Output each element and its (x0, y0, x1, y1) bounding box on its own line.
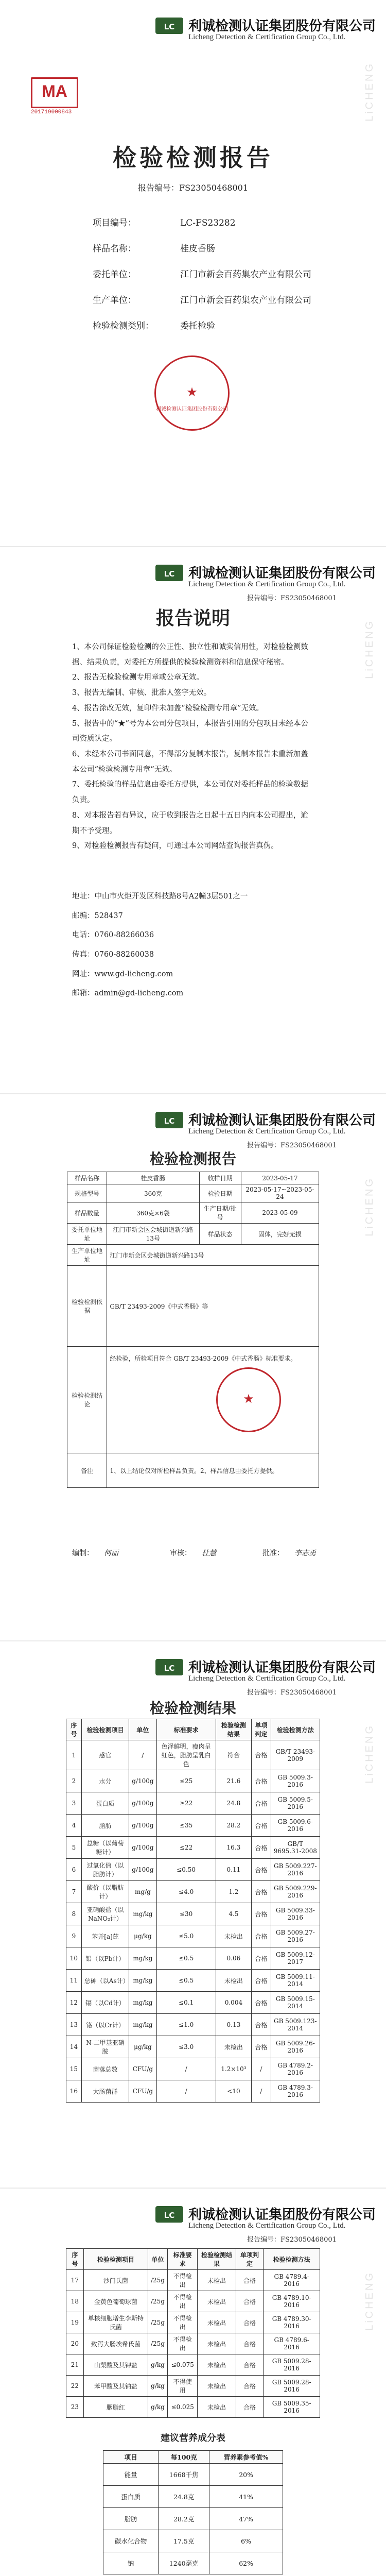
table-cell: 7 (66, 1881, 82, 1903)
table-cell: 8 (66, 1903, 82, 1925)
table-cell: 致泻大肠埃希氏菌 (83, 2333, 148, 2354)
note-item: 5、报告中的“★”号为本公司分包项目，本报告引用的分包项目未经本公司资质认定。 (72, 719, 309, 743)
table-cell: mg/g (129, 1881, 156, 1903)
table-row (66, 1815, 320, 1837)
table-cell: 不得检出 (168, 2270, 198, 2291)
table-row (103, 2552, 283, 2574)
cover-row: 委托单位： 江门市新会百药集农产业有限公司 (93, 269, 311, 280)
table-row (66, 2291, 320, 2312)
table-row (66, 2312, 320, 2333)
table-cell: g/100g (129, 1815, 156, 1837)
svg-text:LC: LC (164, 2211, 175, 2220)
table-cell: CFU/g (129, 2058, 156, 2080)
table-cell: 合格 (236, 2376, 264, 2397)
svg-text:LC: LC (164, 1116, 175, 1126)
table-cell: GB 5009.35-2016 (264, 2397, 320, 2418)
table-cell: 合格 (236, 2397, 264, 2418)
signature-editor: 编制： 何丽 (72, 1549, 118, 1557)
table-cell: μg/kg (129, 1925, 156, 1947)
table-cell: 合格 (252, 1992, 271, 2014)
table-cell: 1668千焦 (159, 2464, 209, 2486)
table-cell: g/100g (129, 1792, 156, 1815)
table-cell: 0.004 (216, 1992, 251, 2014)
table-cell: 28.2克 (159, 2508, 209, 2530)
contact-info (72, 887, 248, 1004)
table-row: 样品数量 360克×6袋 生产日期/批号 2023-05-09 (67, 1202, 319, 1224)
watermark: LiCHENG (364, 2271, 375, 2331)
table-cell: ≤22 (156, 1837, 216, 1859)
table-cell: /25g (148, 2270, 168, 2291)
table-cell: <10 (216, 2080, 251, 2103)
svg-text:LC: LC (164, 569, 175, 579)
cover-row: 检验检测类别： 委托检验 (93, 321, 215, 331)
table-cell: / (156, 2080, 216, 2103)
table-cell: mg/kg (129, 1947, 156, 1970)
table-cell: 0.06 (216, 1947, 251, 1970)
table-cell: ≤0.5 (156, 1970, 216, 1992)
table-cell: ≤30 (156, 1903, 216, 1925)
table-cell: /25g (148, 2333, 168, 2354)
report-no: 报告编号：FS23050468001 (247, 1689, 337, 1697)
table-cell: GB 4789.3-2016 (271, 2080, 320, 2103)
table-row: 检验检测结论 经检验，所检项目符合 GB/T 23493-2009《中式香肠》标准要求。 (67, 1347, 319, 1453)
table-cell: 0.11 (216, 1859, 251, 1881)
note-item: 4、报告涂改无效，复印件未加盖“检验检测专用章”无效。 (72, 704, 264, 713)
table-cell: 总砷（以As计） (81, 1970, 129, 1992)
table-cell: 20% (209, 2464, 283, 2486)
table-cell: 1 (66, 1740, 82, 1770)
table-row (66, 1859, 320, 1881)
table-cell: 未检出 (198, 2270, 236, 2291)
table-cell: 4.5 (216, 1903, 251, 1925)
table-cell: GB 5009.12-2017 (271, 1947, 320, 1970)
table-cell: GB 4789.2-2016 (271, 2058, 320, 2080)
table-cell: 不得检出 (168, 2312, 198, 2333)
table-cell: 1240毫克 (159, 2552, 209, 2574)
table-row (66, 1992, 320, 2014)
table-cell: GB 5009.11-2014 (271, 1970, 320, 1992)
table-cell: 感官 (81, 1740, 129, 1770)
table-row: 委托单位地址 江门市新会区会城街道新兴路13号 样品状态 固体，完好无损 (67, 1224, 319, 1245)
table-cell: 苯甲酸及其钠盐 (83, 2376, 148, 2397)
table-cell: ≥22 (156, 1792, 216, 1815)
table-cell: 4 (66, 1815, 82, 1837)
table-cell: 17 (66, 2270, 84, 2291)
table-cell: 铬（以Cr计） (81, 2014, 129, 2036)
table-cell: /25g (148, 2312, 168, 2333)
table-cell: GB/T 9695.31-2008 (271, 1837, 320, 1859)
table-header-row: 序号 检验检测项目 单位 标准要求 检验检测结果 单项判定 检验检测方法 (66, 2249, 320, 2270)
cma-mark (31, 77, 77, 115)
table-cell: 28.2 (216, 1815, 251, 1837)
table-cell: g/100g (129, 1859, 156, 1881)
table-row: 规格型号 360克 检验日期 2023-05-17~2023-05-24 (67, 1184, 319, 1202)
table-cell: GB 4789.4-2016 (264, 2270, 320, 2291)
table-header-row: 项目 每100克 营养素参考值% (103, 2451, 283, 2464)
results-title: 检验检测结果 (149, 1700, 236, 1717)
table-cell: 不得检出 (168, 2333, 198, 2354)
table-cell: GB 5009.5-2016 (271, 1792, 320, 1815)
table-cell: 合格 (236, 2333, 264, 2354)
note-item: 9、对检验检测报告有疑问，可通过本公司网站查询报告真伪。 (72, 842, 278, 851)
company-logo-icon (154, 2204, 184, 2225)
table-cell: 合格 (252, 1970, 271, 1992)
table-cell: 21 (66, 2354, 84, 2376)
table-cell: 17.5克 (159, 2530, 209, 2552)
table-cell: GB 4789.30-2016 (264, 2312, 320, 2333)
table-header-row: 序号 检验检测项目 单位 标准要求 检验检测结果 单项判定 检验检测方法 (66, 1719, 320, 1740)
company-logo-icon (154, 1110, 184, 1130)
table-cell: GB 5009.28-2016 (264, 2376, 320, 2397)
signature-reviewer: 审核： 杜慧 (170, 1549, 216, 1557)
cover-row: 生产单位： 江门市新会百药集农产业有限公司 (93, 295, 311, 306)
table-cell: 1.2×10³ (216, 2058, 251, 2080)
table-cell: 总糖（以葡萄糖计） (81, 1837, 129, 1859)
signature-approver: 批准： 李志勇 (262, 1549, 316, 1557)
table-cell: 不得使用 (168, 2376, 198, 2397)
table-cell: GB 5009.123-2014 (271, 2014, 320, 2036)
table-cell: GB 4789.10-2016 (264, 2291, 320, 2312)
company-name-cn: 利诚检测认证集团股份有限公司 (188, 566, 376, 581)
results-table-continued (66, 2248, 320, 2418)
table-cell: 合格 (252, 1881, 271, 1903)
table-row (66, 2333, 320, 2354)
summary-table (67, 1172, 319, 1488)
page-summary (0, 1094, 386, 1640)
report-no: 报告编号：FS23050468001 (247, 2236, 337, 2244)
table-cell: 铅（以Pb计） (81, 1947, 129, 1970)
table-cell: 脂肪 (103, 2508, 159, 2530)
table-cell: 62% (209, 2552, 283, 2574)
table-cell: 胭脂红 (83, 2397, 148, 2418)
table-cell: 22 (66, 2376, 84, 2397)
table-cell: 金黄色葡萄球菌 (83, 2291, 148, 2312)
table-cell: 脂肪 (81, 1815, 129, 1837)
table-cell: 合格 (252, 1815, 271, 1837)
table-cell: GB 5009.26-2016 (271, 2036, 320, 2058)
cover-report-no: 报告编号：FS23050468001 (137, 183, 249, 193)
cover-row: 项目编号： LC-FS23282 (93, 218, 236, 228)
nutrition-title: 建议营养成分表 (161, 2433, 225, 2444)
table-row (66, 1925, 320, 1947)
company-name-cn: 利诚检测认证集团股份有限公司 (188, 1113, 376, 1128)
table-cell: ≤0.1 (156, 1992, 216, 2014)
table-cell: 16.3 (216, 1837, 251, 1859)
table-cell: GB 5009.229-2016 (271, 1881, 320, 1903)
table-cell: 6 (66, 1859, 82, 1881)
table-cell: 47% (209, 2508, 283, 2530)
table-cell: 能量 (103, 2464, 159, 2486)
table-row (103, 2530, 283, 2552)
table-row (66, 2080, 320, 2103)
table-cell: g/100g (129, 1770, 156, 1792)
note-item: 3、报告无编制、审核、批准人签字无效。 (72, 689, 212, 698)
table-cell: 合格 (252, 1837, 271, 1859)
cma-text: MA (42, 82, 67, 100)
page-results-2 (0, 2189, 386, 2576)
note-item: 2、报告无检验检测专用章或公章无效。 (72, 673, 204, 682)
table-cell: GB 5009.227-2016 (271, 1859, 320, 1881)
table-cell: /25g (148, 2291, 168, 2312)
note-item: 1、本公司保证检验检测的公正性、独立性和诚实信用性，对检验检测数据、结果负责，对委托方所提供的检验检测资料和信息保守秘密。 (72, 643, 308, 667)
table-cell: 16 (66, 2080, 82, 2103)
company-name-cn: 利诚检测认证集团股份有限公司 (188, 1660, 376, 1675)
nutrition-table (103, 2450, 283, 2574)
table-cell: mg/kg (129, 1970, 156, 1992)
table-row (66, 2270, 320, 2291)
table-cell: 41% (209, 2486, 283, 2508)
table-row (103, 2464, 283, 2486)
table-row (66, 1837, 320, 1859)
table-cell: 未检出 (198, 2397, 236, 2418)
table-cell: GB 5009.6-2016 (271, 1815, 320, 1837)
table-cell: 2 (66, 1770, 82, 1792)
table-cell: 5 (66, 1837, 82, 1859)
table-cell: 未检出 (216, 1925, 251, 1947)
table-cell: 蛋白质 (103, 2486, 159, 2508)
company-name-cn: 利诚检测认证集团股份有限公司 (188, 2207, 376, 2223)
svg-text:LC: LC (164, 1664, 175, 1673)
note-item: 6、未经本公司书面同意，不得部分复制本报告，复制本报告未重新加盖本公司“检验检测专用章”无效。 (72, 750, 308, 774)
table-cell: 12 (66, 1992, 82, 2014)
table-cell: 酸价（以脂肪计） (81, 1881, 129, 1903)
table-cell: g/100g (129, 1837, 156, 1859)
table-cell: 24.8 (216, 1792, 251, 1815)
table-row (66, 2397, 320, 2418)
report-no: 报告编号：FS23050468001 (247, 595, 337, 602)
table-cell: / (252, 2080, 271, 2103)
table-row (103, 2508, 283, 2530)
results-table (66, 1719, 320, 2103)
table-cell: 大肠菌群 (81, 2080, 129, 2103)
table-cell: 合格 (252, 2036, 271, 2058)
table-row (103, 2486, 283, 2508)
table-cell: N-二甲基亚硝胺 (81, 2036, 129, 2058)
svg-text:LC: LC (164, 22, 175, 31)
contact-fax: 传真：0760-88260038 (72, 951, 154, 959)
table-cell: 合格 (252, 1792, 271, 1815)
company-name-en: Licheng Detection & Certification Group Co., Ltd. (188, 1127, 346, 1136)
table-cell: GB 5009.28-2016 (264, 2354, 320, 2376)
table-row: 备注 1、以上结论仅对所检样品负责。2、样品信息由委托方提供。 (67, 1453, 319, 1488)
report-no: 报告编号：FS23050468001 (247, 1142, 337, 1149)
table-cell: 13 (66, 2014, 82, 2036)
table-cell: 过氧化值（以脂肪计） (81, 1859, 129, 1881)
table-row (66, 2376, 320, 2397)
table-cell: ≤3.0 (156, 2036, 216, 2058)
table-cell: 合格 (236, 2312, 264, 2333)
table-cell: 菌落总数 (81, 2058, 129, 2080)
table-cell: ≤0.5 (156, 1947, 216, 1970)
company-logo-icon (154, 563, 184, 583)
table-row (66, 1903, 320, 1925)
official-stamp: ★ 利诚检测认证集团股份有限公司 (154, 355, 230, 431)
table-cell: GB 5009.27-2016 (271, 1925, 320, 1947)
table-row (66, 1970, 320, 1992)
table-row (66, 2058, 320, 2080)
table-cell: 未检出 (216, 2036, 251, 2058)
table-row: 生产单位地址 江门市新会区会城街道新兴路13号 (67, 1245, 319, 1266)
table-cell: 未检出 (198, 2376, 236, 2397)
company-name-cn: 利诚检测认证集团股份有限公司 (188, 19, 376, 34)
table-cell: ≤5.0 (156, 1925, 216, 1947)
table-cell: 未检出 (198, 2354, 236, 2376)
company-name-en: Licheng Detection & Certification Group Co., Ltd. (188, 33, 346, 41)
table-cell: 合格 (236, 2291, 264, 2312)
table-cell: 色泽鲜明，瘦肉呈红色，脂肪呈乳白色 (156, 1740, 216, 1770)
table-row (66, 2354, 320, 2376)
table-cell: 符合 (216, 1740, 251, 1770)
table-cell: ≤0.50 (156, 1859, 216, 1881)
conclusion-text: 经检验，所检项目符合 GB/T 23493-2009《中式香肠》标准要求。 (107, 1347, 319, 1453)
table-cell: 19 (66, 2312, 84, 2333)
table-cell: mg/kg (129, 2014, 156, 2036)
table-cell: 未检出 (198, 2333, 236, 2354)
table-cell: GB 5009.3-2016 (271, 1770, 320, 1792)
watermark: LiCHENG (364, 62, 375, 122)
table-row (66, 1792, 320, 1815)
table-row: 检验检测依据 GB/T 23493-2009《中式香肠》等 (67, 1266, 319, 1347)
table-cell: / (252, 2058, 271, 2080)
table-cell: ≤4.0 (156, 1881, 216, 1903)
table-cell: 10 (66, 1947, 82, 1970)
table-cell: mg/kg (129, 1903, 156, 1925)
table-cell: 合格 (252, 1770, 271, 1792)
table-cell: 碳水化合物 (103, 2530, 159, 2552)
notes-list (72, 640, 314, 854)
cover-row: 样品名称： 桂皮香肠 (93, 244, 215, 254)
table-cell: GB 5009.33-2016 (271, 1903, 320, 1925)
table-cell: CFU/g (129, 2080, 156, 2103)
table-cell: 合格 (252, 1859, 271, 1881)
table-cell: 11 (66, 1970, 82, 1992)
table-row (66, 1947, 320, 1970)
table-cell: 山梨酸及其钾盐 (83, 2354, 148, 2376)
table-cell: μg/kg (129, 2036, 156, 2058)
company-logo-icon (154, 1657, 184, 1677)
table-cell: 6% (209, 2530, 283, 2552)
page-results (0, 1641, 386, 2188)
inspection-stamp: ★ (216, 1367, 281, 1432)
contact-postcode: 邮编：528437 (72, 911, 123, 920)
table-row (66, 2014, 320, 2036)
table-cell: g/kg (148, 2397, 168, 2418)
contact-address: 地址：中山市火炬开发区科技路8号A2幢3层501之一 (72, 892, 248, 901)
table-cell: g/kg (148, 2354, 168, 2376)
watermark: LiCHENG (364, 1177, 375, 1236)
watermark: LiCHENG (364, 619, 375, 679)
table-cell: ≤25 (156, 1770, 216, 1792)
notes-title: 报告说明 (155, 607, 230, 629)
table-cell: g/kg (148, 2376, 168, 2397)
table-cell: ≤0.075 (168, 2354, 198, 2376)
company-name-en: Licheng Detection & Certification Group Co., Ltd. (188, 580, 346, 588)
table-cell: GB 5009.15-2014 (271, 1992, 320, 2014)
table-cell: 18 (66, 2291, 84, 2312)
table-cell: 未检出 (216, 1970, 251, 1992)
cover-title: 检验检测报告 (113, 144, 273, 172)
table-cell: ≤35 (156, 1815, 216, 1837)
table-cell: GB/T 23493-2009 (271, 1740, 320, 1770)
page-notes (0, 547, 386, 1093)
company-name-en: Licheng Detection & Certification Group Co., Ltd. (188, 1674, 346, 1683)
table-cell: 合格 (252, 1903, 271, 1925)
company-logo-icon (154, 15, 184, 36)
table-cell: 15 (66, 2058, 82, 2080)
table-row (66, 1770, 320, 1792)
table-cell: 苯并[a]芘 (81, 1925, 129, 1947)
table-cell: 钠 (103, 2552, 159, 2574)
table-cell: 23 (66, 2397, 84, 2418)
summary-title: 检验检测报告 (149, 1150, 236, 1167)
table-cell: 合格 (252, 2014, 271, 2036)
note-item: 8、对本报告若有异议，应于收到报告之日起十五日内向本公司提出，逾期不予受理。 (72, 811, 308, 835)
table-cell: 合格 (252, 1947, 271, 1970)
table-cell: 合格 (252, 1925, 271, 1947)
table-cell: 沙门氏菌 (83, 2270, 148, 2291)
table-cell: 镉（以Cd计） (81, 1992, 129, 2014)
table-row (66, 1740, 320, 1770)
table-cell: 0.13 (216, 2014, 251, 2036)
page-cover (0, 0, 386, 546)
table-cell: 14 (66, 2036, 82, 2058)
table-cell: 亚硝酸盐（以NaNO₂计） (81, 1903, 129, 1925)
contact-phone: 电话：0760-88266036 (72, 931, 154, 940)
contact-email[interactable]: 邮箱：admin@gd-licheng.com (72, 989, 184, 998)
table-cell: 不得检出 (168, 2291, 198, 2312)
table-cell: ≤1.0 (156, 2014, 216, 2036)
table-cell: 未检出 (198, 2291, 236, 2312)
table-cell: 21.6 (216, 1770, 251, 1792)
table-cell: ≤0.025 (168, 2397, 198, 2418)
table-cell: 3 (66, 1792, 82, 1815)
table-cell: 蛋白质 (81, 1792, 129, 1815)
table-cell: 9 (66, 1925, 82, 1947)
table-cell: 1.2 (216, 1881, 251, 1903)
watermark: LiCHENG (364, 1724, 375, 1784)
table-row (66, 2036, 320, 2058)
table-cell: / (156, 2058, 216, 2080)
table-cell: 单核细胞增生李斯特氏菌 (83, 2312, 148, 2333)
table-cell: mg/kg (129, 1992, 156, 2014)
cma-number: 201719000843 (31, 109, 72, 115)
contact-website[interactable]: 网址：www.gd-licheng.com (72, 970, 173, 978)
table-row: 样品名称 桂皮香肠 收样日期 2023-05-17 (67, 1172, 319, 1184)
table-cell: 水分 (81, 1770, 129, 1792)
table-cell: / (129, 1740, 156, 1770)
table-cell: 合格 (252, 1740, 271, 1770)
table-cell: 合格 (236, 2354, 264, 2376)
table-cell: 未检出 (198, 2312, 236, 2333)
table-cell: 合格 (236, 2270, 264, 2291)
note-item: 7、委托检验的样品信息由委托方提供，本公司仅对委托样品的检验数据负责。 (72, 781, 308, 805)
table-row (66, 1881, 320, 1903)
table-cell: GB 4789.6-2016 (264, 2333, 320, 2354)
table-cell: 24.8克 (159, 2486, 209, 2508)
company-name-en: Licheng Detection & Certification Group Co., Ltd. (188, 2222, 346, 2230)
table-cell: 20 (66, 2333, 84, 2354)
